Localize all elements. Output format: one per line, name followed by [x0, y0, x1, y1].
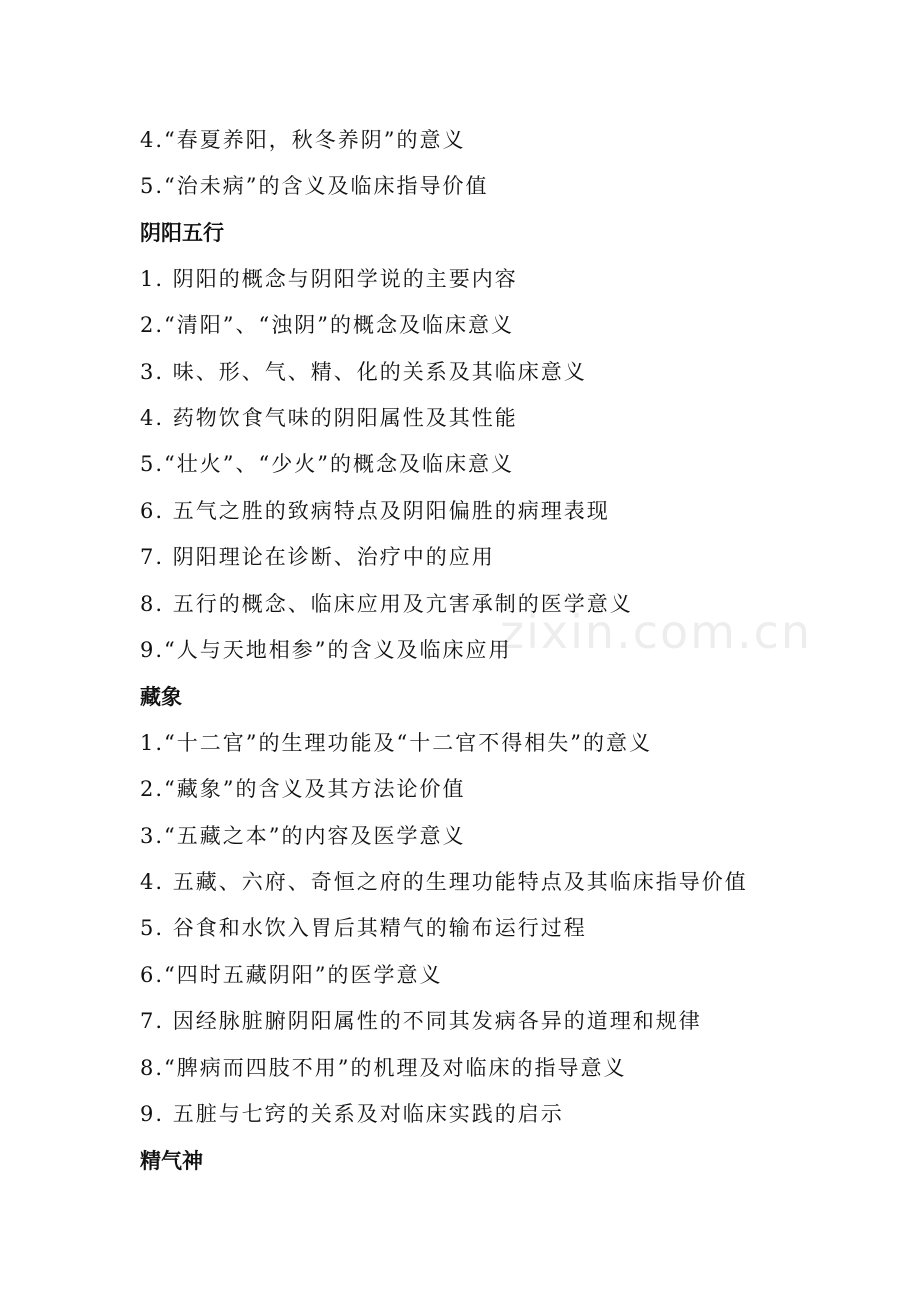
watermark: zixin.com.cn	[500, 605, 813, 659]
list-item: 4. 药物饮食气味的阴阳属性及其性能	[140, 406, 518, 430]
list-item: 3.“五藏之本”的内容及医学意义	[140, 824, 466, 848]
list-item: 2.“清阳”、“浊阴”的概念及临床意义	[140, 313, 514, 337]
list-item: 4.“春夏养阳，秋冬养阴”的意义	[140, 128, 466, 152]
list-item: 7. 阴阳理论在诊断、治疗中的应用	[140, 545, 495, 569]
section-heading-zangxiang: 藏象	[140, 685, 182, 709]
list-item: 5. 谷食和水饮入胃后其精气的输布运行过程	[140, 916, 587, 940]
list-item: 4. 五藏、六府、奇恒之府的生理功能特点及其临床指导价值	[140, 870, 748, 894]
list-item: 1.“十二官”的生理功能及“十二官不得相失”的意义	[140, 731, 652, 755]
section-heading-yinyang: 阴阳五行	[140, 221, 224, 245]
list-item: 5.“壮火”、“少火”的概念及临床意义	[140, 452, 514, 476]
list-item: 7. 因经脉脏腑阴阳属性的不同其发病各异的道理和规律	[140, 1009, 702, 1033]
list-item: 2.“藏象”的含义及其方法论价值	[140, 777, 466, 801]
list-item: 9. 五脏与七窍的关系及对临床实践的启示	[140, 1102, 564, 1126]
list-item: 6. 五气之胜的致病特点及阴阳偏胜的病理表现	[140, 499, 610, 523]
list-item: 5.“治未病”的含义及临床指导价值	[140, 174, 489, 198]
list-item: 8. 五行的概念、临床应用及亢害承制的医学意义	[140, 592, 633, 616]
list-item: 1. 阴阳的概念与阴阳学说的主要内容	[140, 267, 518, 291]
list-item: 6.“四时五藏阴阳”的医学意义	[140, 963, 443, 987]
list-item: 3. 味、形、气、精、化的关系及其临床意义	[140, 360, 587, 384]
section-heading-jingqishen: 精气神	[140, 1149, 203, 1173]
list-item: 9.“人与天地相参”的含义及临床应用	[140, 638, 512, 662]
list-item: 8.“脾病而四肢不用”的机理及对临床的指导意义	[140, 1056, 627, 1080]
